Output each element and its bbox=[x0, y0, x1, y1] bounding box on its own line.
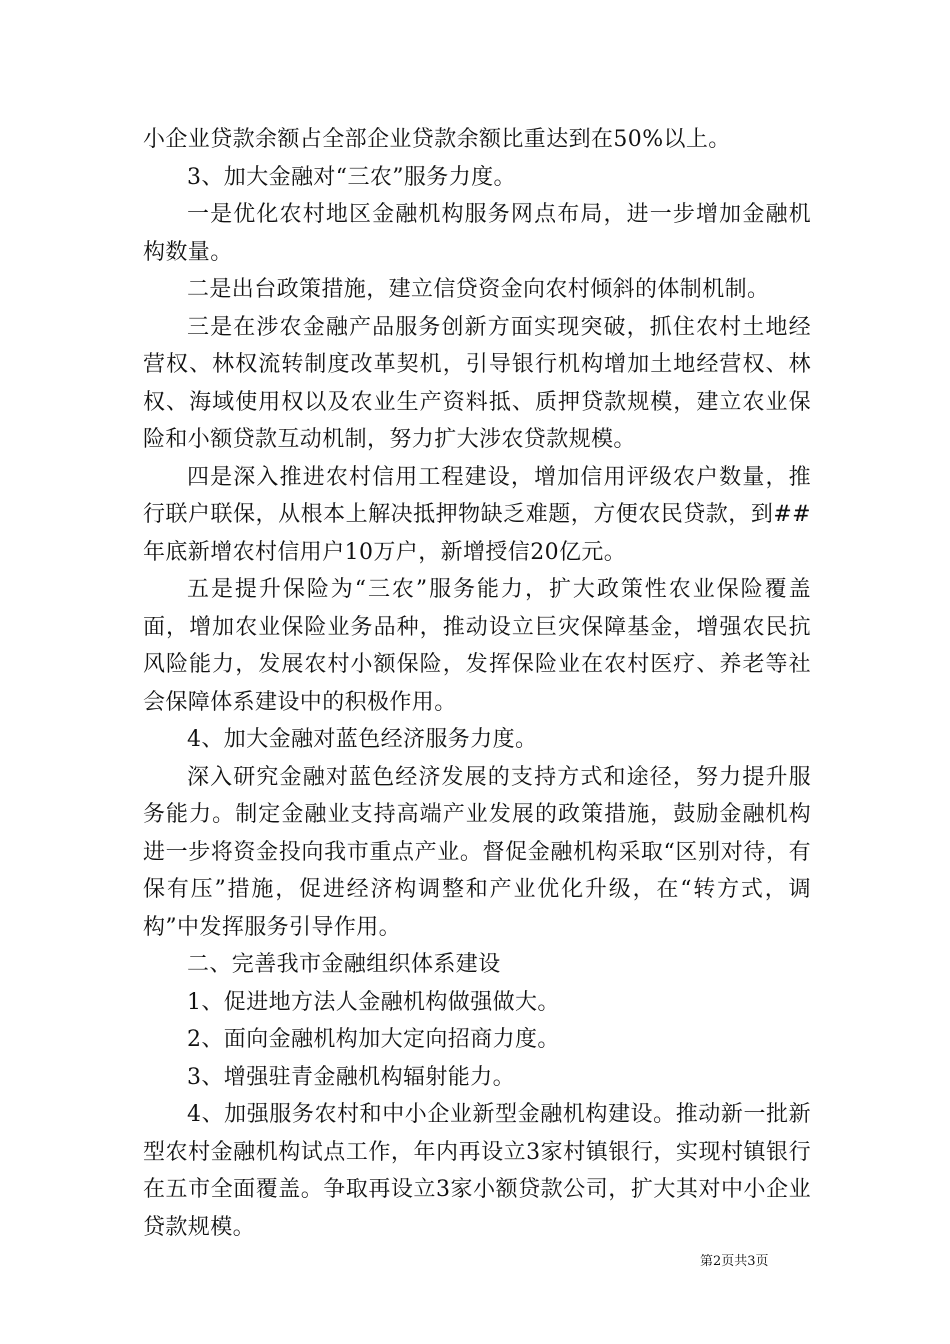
paragraph-11: 1、促进地方法人金融机构做强做大。 bbox=[187, 989, 560, 1015]
page-number: 第2页共3页 bbox=[700, 1254, 769, 1269]
paragraph-8: 4、加大金融对蓝色经济服务力度。 bbox=[187, 727, 538, 752]
paragraph-4: 二是出台政策措施，建立信贷资金向农村倾斜的体制机制。 bbox=[187, 277, 770, 302]
paragraph-3: 一是优化农村地区金融机构服务网点布局，进一步增加金融机构数量。 bbox=[143, 202, 811, 265]
paragraph-2: 3、加大金融对“三农”服务力度。 bbox=[187, 164, 516, 190]
paragraph-7: 五是提升保险为“三农”服务能力，扩大政策性农业保险覆盖面，增加农业保险业务品种，推动设立巨灾保障基金，增强农民抗风险能力，发展农村小额保险，发挥保险业在农村医疗、养老等社会保障体系建设中的积极作用。 bbox=[143, 577, 811, 715]
paragraph-9: 深入研究金融对蓝色经济发展的支持方式和途径，努力提升服务能力。制定金融业支持高端产业发展的政策措施，鼓励金融机构进一步将资金投向我市重点产业。督促金融机构采取“区别对待，有保有压”措施，促进经济构调整和产业优化升级，在“转方式，调构”中发挥服务引导作用。 bbox=[143, 764, 811, 940]
paragraph-14: 4、加强服务农村和中小企业新型金融机构建设。推动新一批新型农村金融机构试点工作，年内再设立3家村镇银行，实现村镇银行在五市全面覆盖。争取再设立3家小额贷款公司，扩大其对中小企业贷款规模。 bbox=[143, 1102, 811, 1240]
paragraph-13: 3、增强驻青金融机构辐射能力。 bbox=[187, 1064, 515, 1090]
paragraph-6: 四是深入推进农村信用工程建设，增加信用评级农户数量，推行联户联保，从根本上解决抵押物缺乏难题，方便农民贷款，到##年底新增农村信用户10万户，新增授信20亿元。 bbox=[143, 464, 811, 565]
document-body bbox=[143, 121, 811, 1246]
section-heading: 二、完善我市金融组织体系建设 bbox=[187, 952, 501, 977]
paragraph-5: 三是在涉农金融产品服务创新方面实现突破，抓住农村土地经营权、林权流转制度改革契机，引导银行机构增加土地经营权、林权、海域使用权以及农业生产资料抵、质押贷款规模，建立农业保险和小额贷款互动机制，努力扩大涉农贷款规模。 bbox=[143, 314, 811, 452]
paragraph-12: 2、面向金融机构加大定向招商力度。 bbox=[187, 1027, 560, 1052]
paragraph-1: 小企业贷款余额占全部企业贷款余额比重达到在50%以上。 bbox=[143, 127, 731, 152]
